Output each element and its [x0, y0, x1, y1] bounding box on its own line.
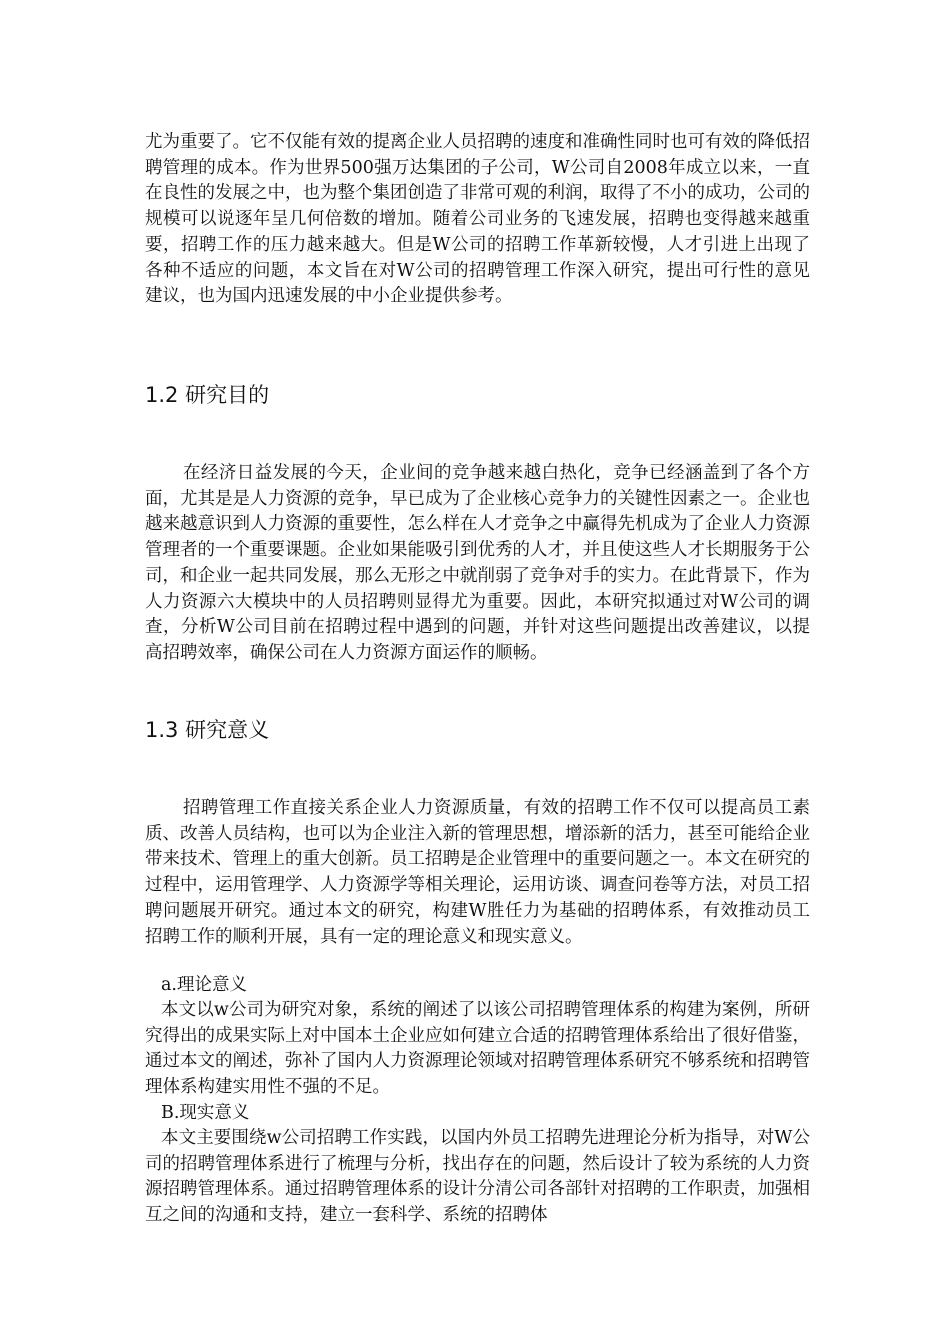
- paragraph-theoretical-significance: 本文以w公司为研究对象，系统的阐述了以该公司招聘管理体系的构建为案例，所研究得出的成果实际上对中国本土企业应如何建立合适的招聘管理体系给出了很好借鉴，通过本文的阐述，弥补了国内人力资源理论领域对招聘管理体系研究不够系统和招聘管理体系构建实用性不强的不足。: [145, 1000, 810, 1098]
- paragraph-background-end: 尤为重要了。它不仅能有效的提离企业人员招聘的速度和准确性同时也可有效的降低招聘管理的成本。作为世界500强万达集团的子公司，W公司自2008年成立以来，一直在良性的发展之中，也为整个集团创造了非常可观的利润，取得了不小的成功，公司的规模可以说逐年呈几何倍数的增加。随着公司业务的飞速发展，招聘也变得越来越重要，招聘工作的压力越来越大。但是W公司的招聘工作革新较慢，人才引进上出现了各种不适应的问题，本文旨在对W公司的招聘管理工作深入研究，提出可行性的意见建议，也为国内迅速发展的中小企业提供参考。: [145, 132, 810, 307]
- subheading-theoretical-significance: a.理论意义: [161, 975, 247, 995]
- paragraph-research-significance: 招聘管理工作直接关系企业人力资源质量，有效的招聘工作不仅可以提高员工素质、改善人员结构，也可以为企业注入新的管理思想，增添新的活力，甚至可能给企业带来技术、管理上的重大创新。员工招聘是企业管理中的重要问题之一。本文在研究的过程中，运用管理学、人力资源学等相关理论，运用访谈、调查问卷等方法，对员工招聘问题展开研究。通过本文的研究，构建W胜任力为基础的招聘体系，有效推动员工招聘工作的顺利开展，具有一定的理论意义和现实意义。: [145, 798, 810, 947]
- heading-research-significance: 1.3 研究意义: [145, 718, 270, 742]
- paragraph-research-purpose: 在经济日益发展的今天，企业间的竞争越来越白热化，竞争已经涵盖到了各个方面，尤其是是人力资源的竞争，早已成为了企业核心竞争力的关键性因素之一。企业也越来越意识到人力资源的重要性，怎么样在人才竞争之中赢得先机成为了企业人力资源管理者的一个重要课题。企业如果能吸引到优秀的人才，并且使这些人才长期服务于公司，和企业一起共同发展，那么无形之中就削弱了竞争对手的实力。在此背景下，作为人力资源六大模块中的人员招聘则显得尤为重要。因此，本研究拟通过对W公司的调查，分析W公司目前在招聘过程中遇到的问题，并针对这些问题提出改善建议，以提高招聘效率，确保公司在人力资源方面运作的顺畅。: [145, 463, 810, 663]
- subheading-practical-significance: B.现实意义: [161, 1103, 250, 1123]
- heading-research-purpose: 1.2 研究目的: [145, 383, 270, 407]
- paragraph-practical-significance: 本文主要围绕w公司招聘工作实践，以国内外员工招聘先进理论分析为指导，对W公司的招聘管理体系进行了梳理与分析，找出存在的问题，然后设计了较为系统的人力资源招聘管理体系。通过招聘管理体系的设计分清公司各部针对招聘的工作职责，加强相互之间的沟通和支持，建立一套科学、系统的招聘体: [145, 1128, 810, 1226]
